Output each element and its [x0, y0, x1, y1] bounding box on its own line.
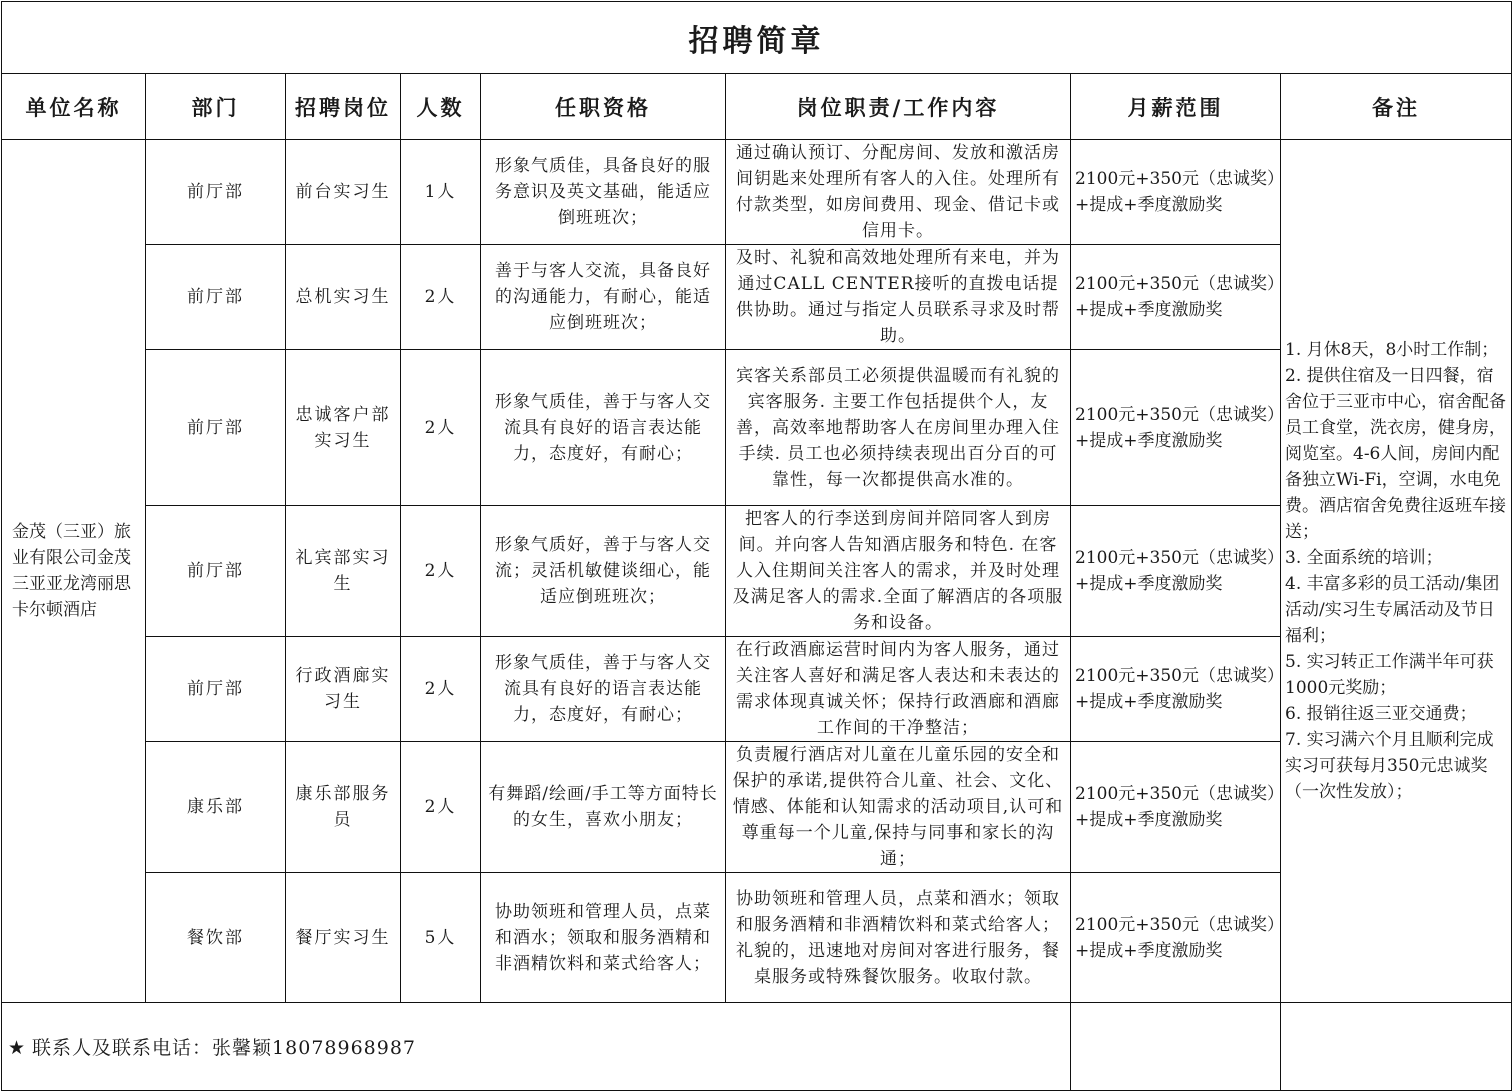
star-icon: ★: [8, 1037, 27, 1059]
page-title: 招聘简章: [2, 2, 1512, 74]
position-cell: 行政酒廊实习生: [286, 637, 401, 742]
qualification-cell: 形象气质好，善于与客人交流；灵活机敏健谈细心，能适应倒班班次；: [481, 506, 726, 637]
salary-cell: 2100元+350元（忠诚奖）+提成+季度激励奖: [1071, 742, 1281, 873]
qualification-cell: 形象气质佳，善于与客人交流具有良好的语言表达能力，态度好，有耐心；: [481, 350, 726, 506]
salary-cell: 2100元+350元（忠诚奖）+提成+季度激励奖: [1071, 245, 1281, 350]
department-cell: 前厅部: [146, 245, 286, 350]
salary-cell: 2100元+350元（忠诚奖）+提成+季度激励奖: [1071, 140, 1281, 245]
table-row: [2, 140, 1512, 245]
qualification-cell: 协助领班和管理人员，点菜和酒水；领取和服务酒精和非酒精饮料和菜式给客人；: [481, 873, 726, 1003]
qualification-cell: 形象气质佳，具备良好的服务意识及英文基础，能适应倒班班次；: [481, 140, 726, 245]
note-item: 3. 全面系统的培训；: [1285, 548, 1443, 568]
salary-cell: 2100元+350元（忠诚奖）+提成+季度激励奖: [1071, 506, 1281, 637]
footer-row: [2, 1003, 1512, 1091]
header-row: [2, 74, 1512, 140]
department-cell: 餐饮部: [146, 873, 286, 1003]
position-cell: 总机实习生: [286, 245, 401, 350]
salary-cell: 2100元+350元（忠诚奖）+提成+季度激励奖: [1071, 350, 1281, 506]
position-cell: 忠诚客户部实习生: [286, 350, 401, 506]
count-cell: 2人: [401, 245, 481, 350]
duties-cell: 负责履行酒店对儿童在儿童乐园的安全和保护的承诺,提供符合儿童、社会、文化、情感、体能和认知需求的活动项目,认可和尊重每一个儿童,保持与同事和家长的沟通；: [726, 742, 1071, 873]
duties-cell: 在行政酒廊运营时间内为客人服务，通过关注客人喜好和满足客人表达和未表达的需求体现真诚关怀；保持行政酒廊和酒廊工作间的干净整洁；: [726, 637, 1071, 742]
duties-cell: 及时、礼貌和高效地处理所有来电，并为通过CALL CENTER接听的直拨电话提供协助。通过与指定人员联系寻求及时帮助。: [726, 245, 1071, 350]
salary-cell: 2100元+350元（忠诚奖）+提成+季度激励奖: [1071, 873, 1281, 1003]
company-name: 金茂（三亚）旅业有限公司金茂三亚亚龙湾丽思卡尔顿酒店: [2, 140, 146, 1003]
department-cell: 前厅部: [146, 350, 286, 506]
header-notes: 备注: [1281, 74, 1512, 140]
count-cell: 2人: [401, 742, 481, 873]
qualification-cell: 有舞蹈/绘画/手工等方面特长的女生，喜欢小朋友；: [481, 742, 726, 873]
notes-cell: [1281, 140, 1512, 1003]
department-cell: 康乐部: [146, 742, 286, 873]
count-cell: 2人: [401, 350, 481, 506]
department-cell: 前厅部: [146, 506, 286, 637]
qualification-cell: 形象气质佳，善于与客人交流具有良好的语言表达能力，态度好，有耐心；: [481, 637, 726, 742]
position-cell: 前台实习生: [286, 140, 401, 245]
header-qualification: 任职资格: [481, 74, 726, 140]
count-cell: 1人: [401, 140, 481, 245]
count-cell: 2人: [401, 506, 481, 637]
department-cell: 前厅部: [146, 637, 286, 742]
position-cell: 康乐部服务员: [286, 742, 401, 873]
note-item: 2. 提供住宿及一日四餐，宿舍位于三亚市中心，宿舍配备员工食堂，洗衣房，健身房，阅览室。4-6人间，房间内配备独立Wi-Fi，空调，水电免费。酒店宿舍免费往返班车接送；: [1285, 366, 1506, 542]
header-position: 招聘岗位: [286, 74, 401, 140]
duties-cell: 协助领班和管理人员，点菜和酒水；领取和服务酒精和非酒精饮料和菜式给客人；礼貌的，迅速地对房间对客进行服务，餐桌服务或特殊餐饮服务。收取付款。: [726, 873, 1071, 1003]
recruitment-table: [1, 1, 1512, 1091]
count-cell: 2人: [401, 637, 481, 742]
note-item: 1. 月休8天，8小时工作制；: [1285, 340, 1499, 360]
footer-empty-cell: [1071, 1003, 1281, 1091]
header-salary: 月薪范围: [1071, 74, 1281, 140]
header-department: 部门: [146, 74, 286, 140]
header-company: 单位名称: [2, 74, 146, 140]
duties-cell: 把客人的行李送到房间并陪同客人到房间。并向客人告知酒店服务和特色. 在客人入住期间关注客人的需求，并及时处理及满足客人的需求.全面了解酒店的各项服务和设备。: [726, 506, 1071, 637]
note-item: 6. 报销往返三亚交通费；: [1285, 704, 1477, 724]
footer-empty-cell: [1281, 1003, 1512, 1091]
count-cell: 5人: [401, 873, 481, 1003]
contact-text: 联系人及联系电话：张馨颖18078968987: [32, 1037, 417, 1059]
department-cell: 前厅部: [146, 140, 286, 245]
position-cell: 餐厅实习生: [286, 873, 401, 1003]
contact-line: [2, 1003, 1071, 1091]
duties-cell: 通过确认预订、分配房间、发放和激活房间钥匙来处理所有客人的入住。处理所有付款类型，如房间费用、现金、借记卡或信用卡。: [726, 140, 1071, 245]
note-item: 7. 实习满六个月且顺利完成实习可获每月350元忠诚奖（一次性发放）；: [1285, 730, 1494, 802]
header-duties: 岗位职责/工作内容: [726, 74, 1071, 140]
note-item: 5. 实习转正工作满半年可获1000元奖励；: [1285, 652, 1494, 698]
header-count: 人数: [401, 74, 481, 140]
salary-cell: 2100元+350元（忠诚奖）+提成+季度激励奖: [1071, 637, 1281, 742]
duties-cell: 宾客关系部员工必须提供温暖而有礼貌的宾客服务. 主要工作包括提供个人，友善，高效率地帮助客人在房间里办理入住手续. 员工也必须持续表现出百分百的可靠性，每一次都提供高水准的。: [726, 350, 1071, 506]
position-cell: 礼宾部实习生: [286, 506, 401, 637]
note-item: 4. 丰富多彩的员工活动/集团活动/实习生专属活动及节日福利；: [1285, 574, 1500, 646]
qualification-cell: 善于与客人交流，具备良好的沟通能力，有耐心，能适应倒班班次；: [481, 245, 726, 350]
